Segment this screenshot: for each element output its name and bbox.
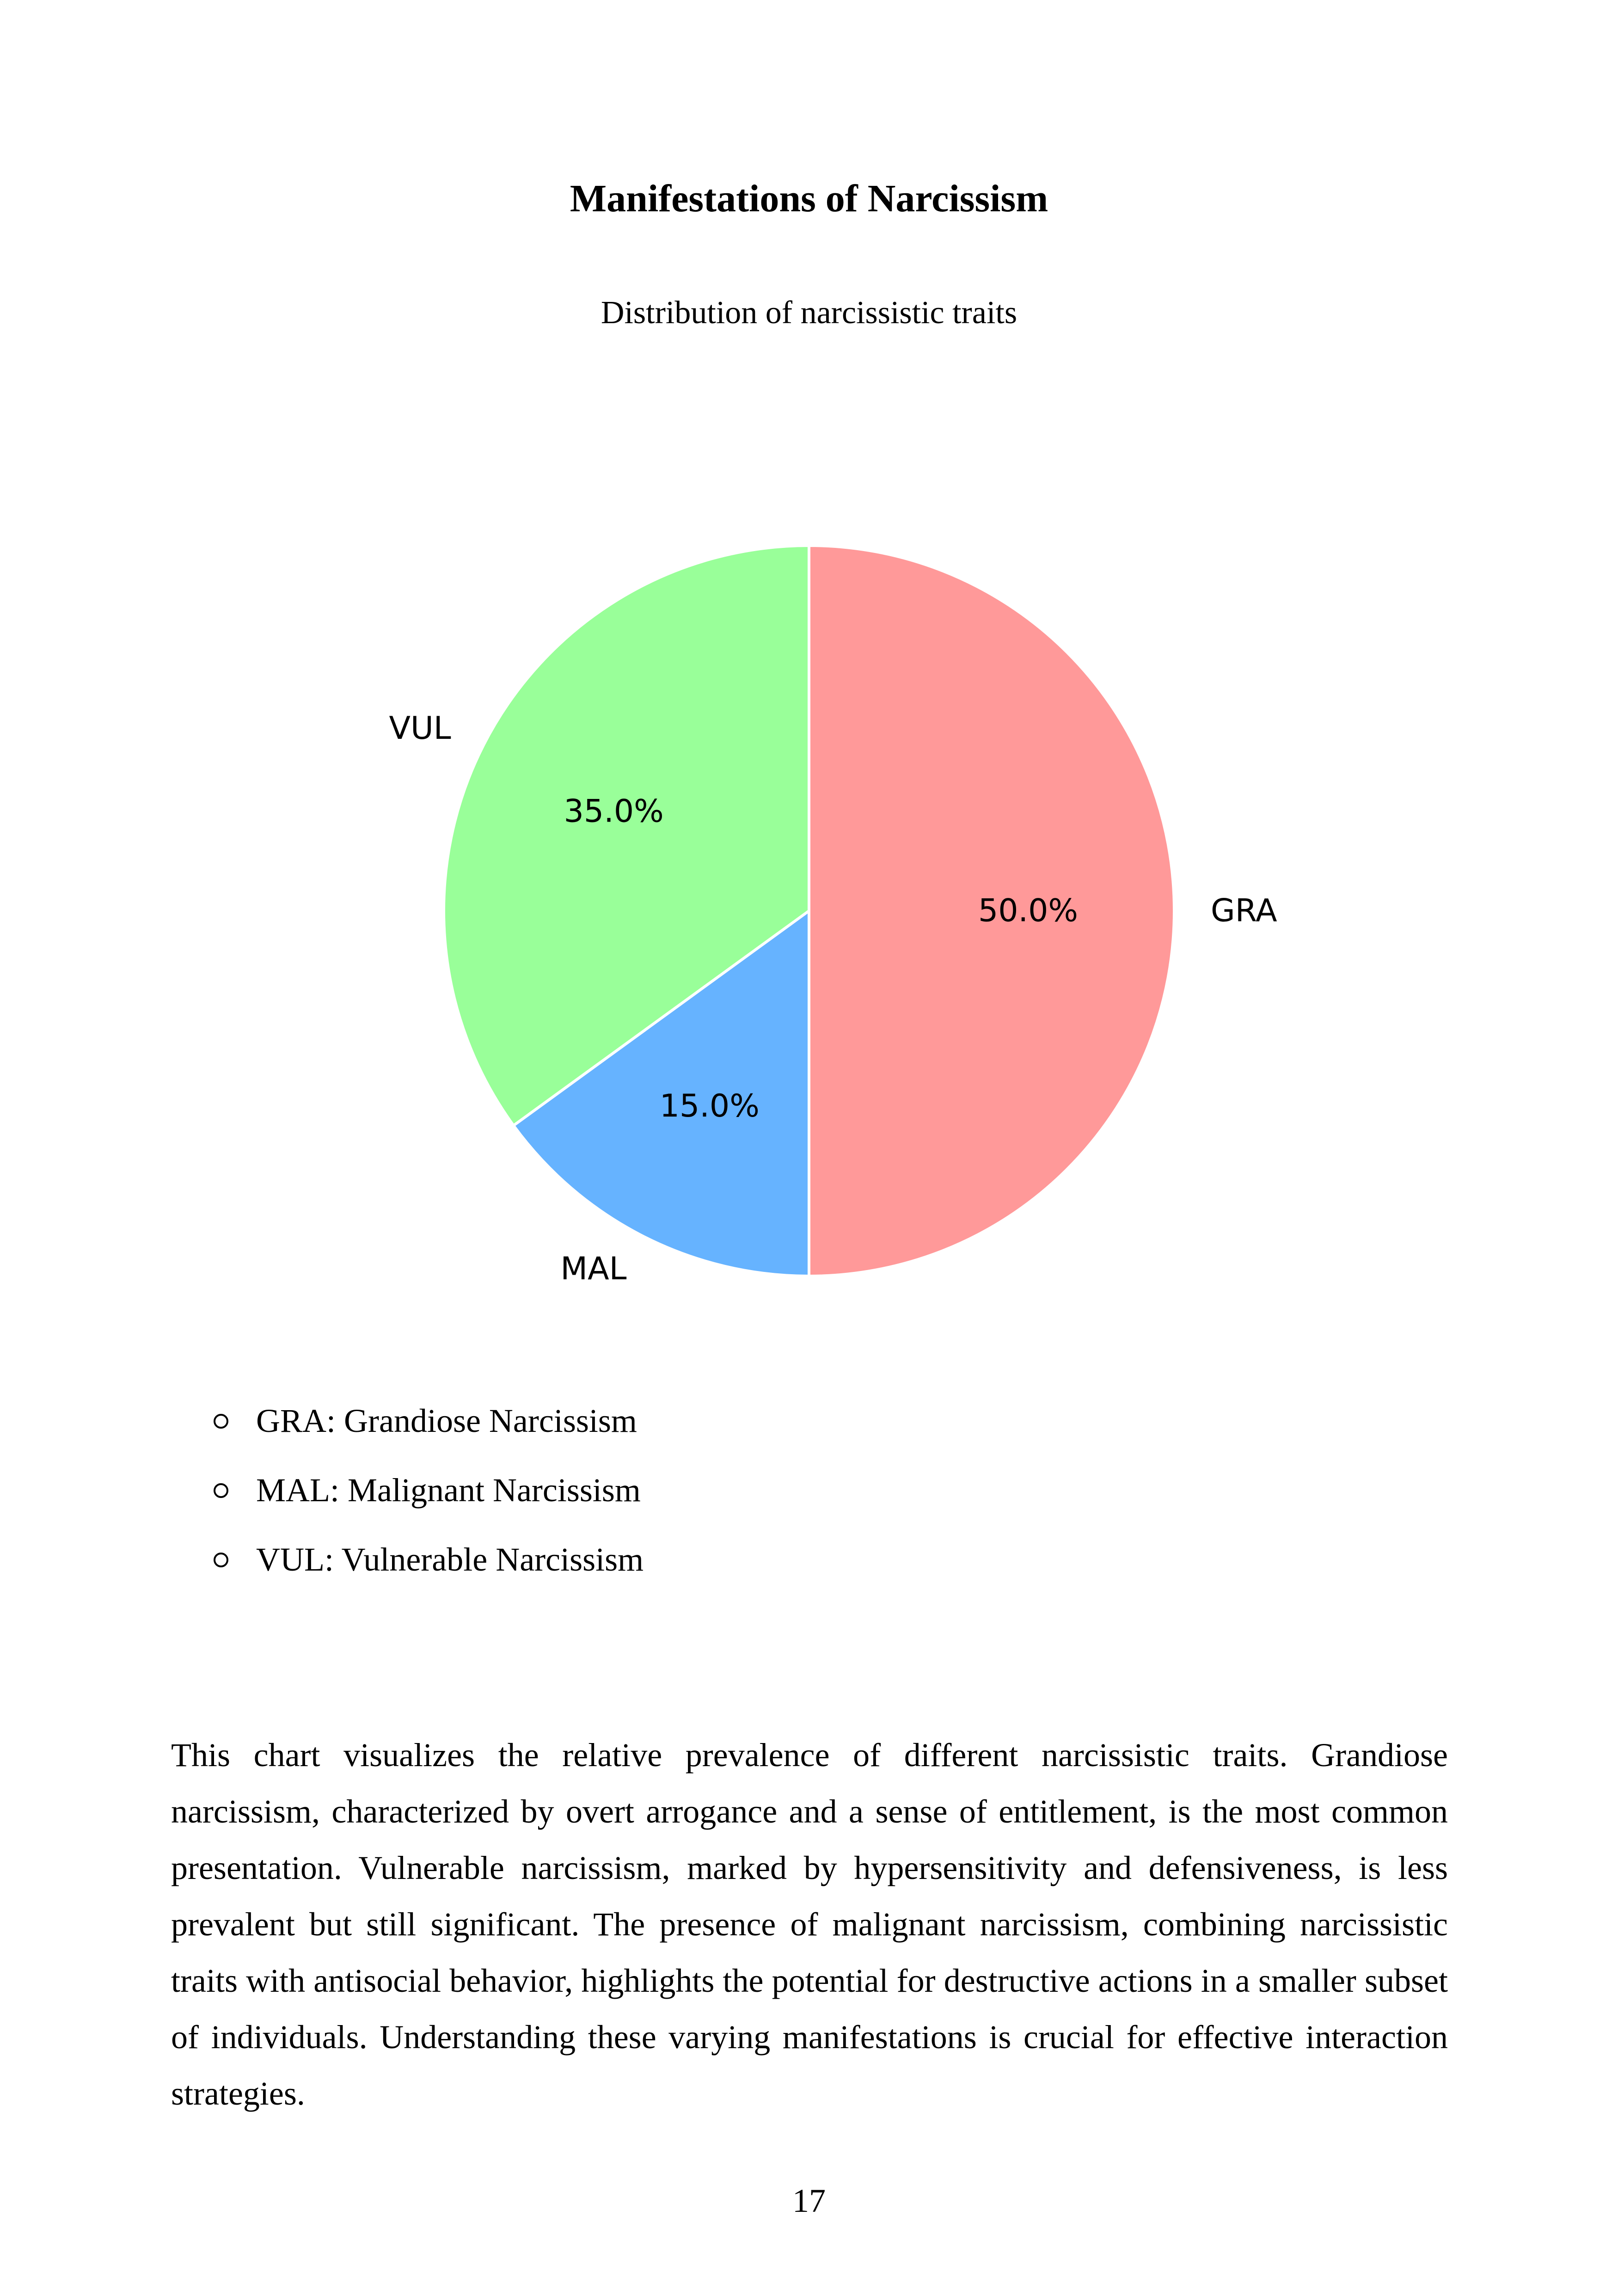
circle-bullet-icon <box>214 1553 228 1567</box>
legend-item-text: MAL: Malignant Narcissism <box>256 1472 641 1509</box>
legend-item-text: VUL: Vulnerable Narcissism <box>256 1541 644 1578</box>
legend-item-text: GRA: Grandiose Narcissism <box>256 1402 637 1439</box>
slice-percent-label: 35.0% <box>564 793 664 830</box>
chart-title: Manifestations of Narcissism <box>570 177 1048 220</box>
legend-item <box>214 1539 644 1580</box>
legend-item <box>214 1400 644 1442</box>
legend-item <box>214 1469 644 1511</box>
slice-category-label: MAL <box>560 1250 627 1287</box>
slice-category-label: GRA <box>1211 892 1277 929</box>
description-paragraph: This chart visualizes the relative prevalence of different narcissistic traits. Grandiose narcissism, characterized by overt arrogance and a sense of entitlement, is the most common presentation. Vulnerable narcissism, marked by hypersensitivity and defensiveness, is less prevalent but still significant. The presence of malignant narcissism, combining narcissistic traits with antisocial behavior, highlights the potential for destructive actions in a smaller subset of individuals. Understanding these varying manifestations is crucial for effective interaction strategies. <box>171 1737 1448 2112</box>
legend-list <box>214 1400 644 1608</box>
slice-percent-label: 50.0% <box>978 892 1079 929</box>
page-number: 17 <box>792 2182 826 2219</box>
chart-subtitle: Distribution of narcissistic traits <box>601 295 1017 331</box>
slice-percent-label: 15.0% <box>659 1087 760 1124</box>
slice-category-label: VUL <box>389 710 451 747</box>
circle-bullet-icon <box>214 1483 228 1498</box>
circle-bullet-icon <box>214 1414 228 1429</box>
